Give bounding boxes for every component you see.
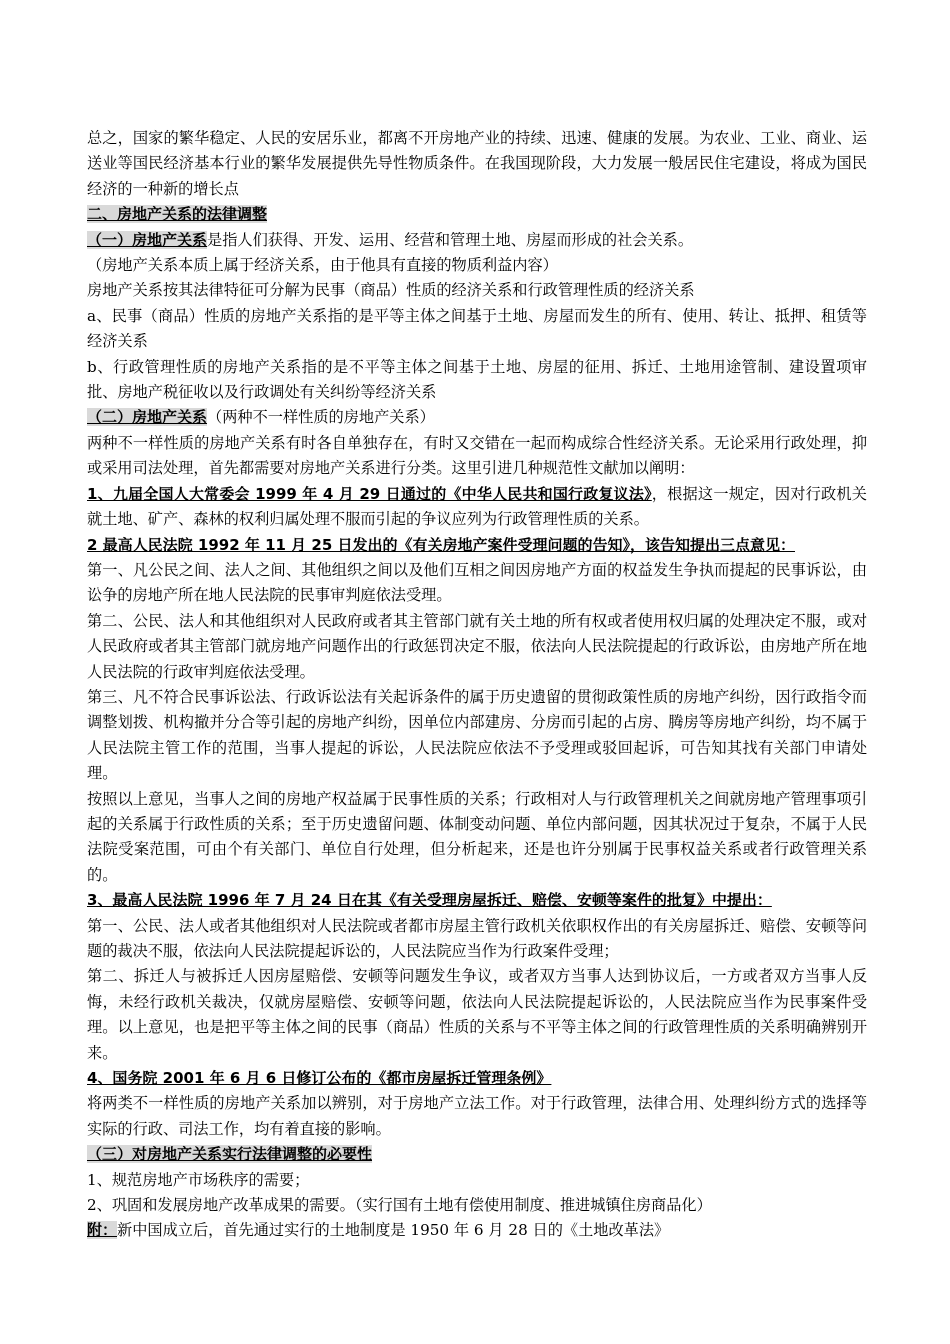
subsection-one-note: （房地产关系本质上属于经济关系，由于他具有直接的物质利益内容） — [87, 256, 558, 275]
subsection-one-definition — [87, 228, 867, 253]
law-three-point-one: 第一、公民、法人或者其他组织对人民法院或者都市房屋主管行政机关依职权作出的有关房屋拆迁、赔偿、安顿等问题的裁决不服，依法向人民法院提起诉讼的，人民法院应当作为行政案件受理； — [87, 916, 867, 960]
law-four-heading-line — [87, 1066, 867, 1091]
law-two-point-two: 第二、公民、法人和其他组织对人民政府或者其主管部门就有关土地的所有权或者使用权归属的处理决定不服，或对人民政府或者其主管部门就房地产问题作出的行政惩罚决定不服，依法向人民法院提起的行政诉讼，由房地产所在地人民法院的行政审判庭依法受理。 — [87, 611, 867, 681]
appendix-paragraph — [87, 1218, 867, 1243]
law-two-point-one: 第一、凡公民之间、法人之间、其他组织之间以及他们互相之间因房地产方面的权益发生争执而提起的民事诉讼，由讼争的房地产所在地人民法院的民事审判庭依法受理。 — [87, 560, 867, 605]
law-four-text: 将两类不一样性质的房地产关系加以辨别，对于房地产立法工作。对于行政管理，法律合用、处理纠纷方式的选择等实际的行政、司法工作，均有着直接的影响。 — [87, 1094, 867, 1138]
law-two-summary: 按照以上意见，当事人之间的房地产权益属于民事性质的关系；行政相对人与行政管理机关之间就房地产管理事项引起的关系属于行政性质的关系；至于历史遗留问题、体制变动问题、单位内部问题，因其状况过于复杂，不属于人民法院受案范围，可由个有关部门、单位自行处理，但分析起来，还是也许分别属于民事权益关系或者行政管理关系的。 — [87, 789, 867, 884]
subsection-one-text: 是指人们获得、开发、运用、经营和管理土地、房屋而形成的社会关系。 — [207, 230, 694, 249]
law-one-text: ，根据这一规定，因对行政机关就土地、矿产、森林的权利归属处理不服而引起的争议应列为行政管理性质的关系。 — [87, 484, 867, 529]
document-page — [87, 126, 867, 1244]
subsection-two-heading: （二）房地产关系 — [87, 408, 208, 427]
subsection-one-split: 房地产关系按其法律特征可分解为民事（商品）性质的经济关系和行政管理性质的经济关系 — [87, 281, 695, 300]
law-three-point-two: 第二、拆迁人与被拆迁人因房屋赔偿、安顿等问题发生争议，或者双方当事人达到协议后，一方或者双方当事人反悔，未经行政机关裁决，仅就房屋赔偿、安顿等问题，依法向人民法院提起诉讼的，人民法院应当作为民事案件受理。以上意见，也是把平等主体之间的民事（商品）性质的关系与不平等主体之间的行政管理性质的关系明确辨别开来。 — [87, 967, 867, 1062]
subsection-three-item-two: 2、巩固和发展房地产改革成果的需要。（实行国有土地有偿使用制度、推进城镇住房商品化） — [87, 1196, 712, 1215]
subsection-one-heading: （一）房地产关系 — [87, 230, 208, 249]
subsection-two-title-line — [87, 405, 867, 430]
subsection-one-item-b: b、行政管理性质的房地产关系指的是不平等主体之间基于土地、房屋的征用、拆迁、土地用途管制、建设置项审批、房地产税征收以及行政调处有关纠纷等经济关系 — [87, 357, 867, 402]
law-two-heading: 2 最高人民法院 1992 年 11 月 25 日发出的《有关房地产案件受理问题的告知》，该告知提出三点意见： — [87, 535, 795, 554]
section-two-heading: 二、房地产关系的法律调整 — [87, 205, 268, 224]
law-two-heading-line — [87, 533, 867, 558]
subsection-two-text: （两种不一样性质的房地产关系） — [207, 408, 435, 427]
law-three-heading-line — [87, 888, 867, 913]
intro-paragraph: 总之，国家的繁华稳定、人民的安居乐业，都离不开房地产业的持续、迅速、健康的发展。为农业、工业、商业、运送业等国民经济基本行业的繁华发展提供先导性物质条件。在我国现阶段，大力发展一般居民住宅建设，将成为国民经济的一种新的增长点 — [87, 129, 867, 198]
law-four-heading: 4、国务院 2001 年 6 月 6 日修订公布的《都市房屋拆迁管理条例》 — [87, 1069, 552, 1088]
law-three-heading: 3、最高人民法院 1996 年 7 月 24 日在其《有关受理房屋拆迁、赔偿、安顿等案件的批复》中提出： — [87, 891, 772, 910]
subsection-three-heading: （三）对房地产关系实行法律调整的必要性 — [87, 1145, 373, 1164]
law-one-heading: 1、九届全国人大常委会 1999 年 4 月 29 日通过的《中华人民共和国行政复议法》 — [87, 484, 652, 503]
subsection-two-intro: 两种不一样性质的房地产关系有时各自单独存在，有时又交错在一起而构成综合性经济关系。无论采用行政处理，抑或采用司法处理，首先都需要对房地产关系进行分类。这里引进几种规范性文献加以阐明： — [87, 433, 867, 478]
law-two-point-three: 第三、凡不符合民事诉讼法、行政诉讼法有关起诉条件的属于历史遗留的贯彻政策性质的房地产纠纷，因行政指令而调整划拨、机构撤并分合等引起的房地产纠纷，因单位内部建房、分房而引起的占房、腾房等房地产纠纷，均不属于人民法院主管工作的范围，当事人提起的诉讼，人民法院应依法不予受理或驳回起诉，可告知其找有关部门申请处理。 — [87, 687, 867, 783]
section-two-heading-line — [87, 202, 867, 227]
law-one-paragraph — [87, 482, 867, 533]
subsection-three-item-one: 1、规范房地产市场秩序的需要； — [87, 1170, 310, 1189]
subsection-three-heading-line — [87, 1142, 867, 1167]
appendix-text: 新中国成立后，首先通过实行的土地制度是 1950 年 6 月 28 日的《土地改革法》 — [117, 1221, 670, 1240]
subsection-one-item-a: a、民事（商品）性质的房地产关系指的是平等主体之间基于土地、房屋而发生的所有、使用、转让、抵押、租赁等经济关系 — [87, 306, 867, 351]
appendix-label: 附： — [87, 1221, 118, 1240]
